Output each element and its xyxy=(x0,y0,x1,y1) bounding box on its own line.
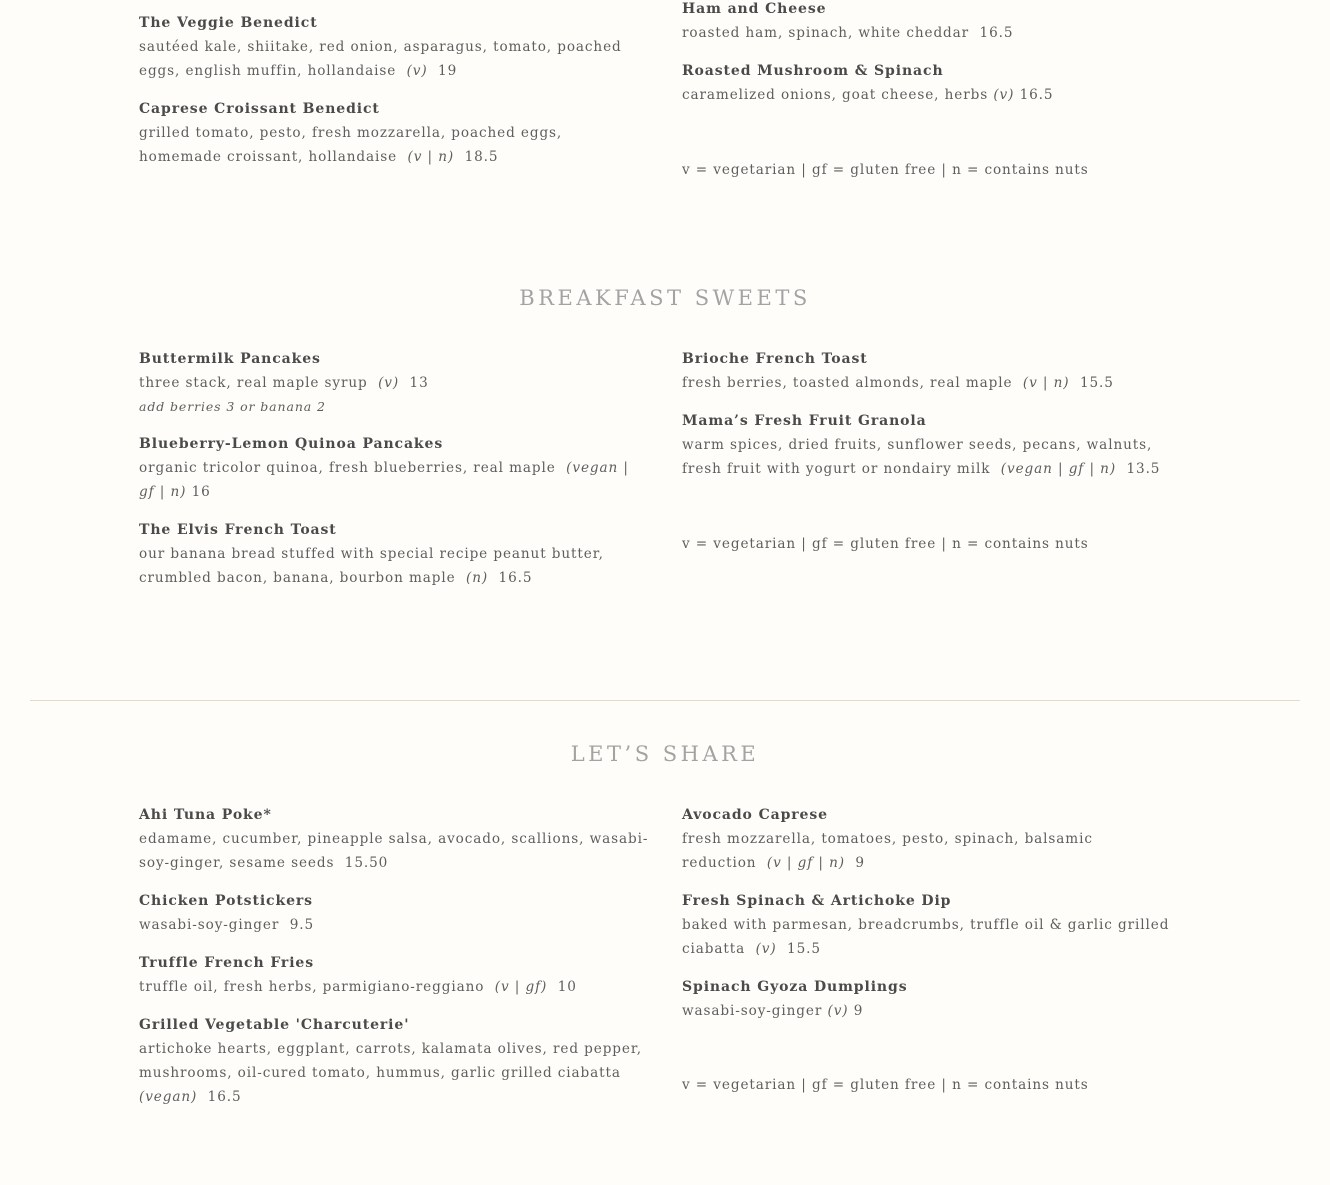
item-description xyxy=(139,975,649,999)
lets-share-left-column xyxy=(139,803,649,1123)
item-description xyxy=(139,456,649,504)
item-price: 16.5 xyxy=(207,1089,242,1105)
item-name: Fresh Spinach & Artichoke Dip xyxy=(682,893,952,909)
item-name: Grilled Vegetable 'Charcuterie' xyxy=(139,1017,410,1033)
item-desc-text: our banana bread stuffed with special recipe peanut butter, crumbled bacon, banana, bourbon maple xyxy=(139,546,604,586)
item-name: Ahi Tuna Poke* xyxy=(139,807,272,823)
item-price: 16 xyxy=(191,484,211,500)
item-desc-text: organic tricolor quinoa, fresh blueberries, real maple xyxy=(139,460,556,476)
section-title-breakfast-sweets: BREAKFAST SWEETS xyxy=(519,286,811,310)
item-dietary-tags: (v | gf) xyxy=(494,979,548,995)
item-dietary-tags: (vegan) xyxy=(139,1089,198,1105)
benedicts-left-column xyxy=(139,11,649,183)
menu-item xyxy=(682,975,1192,1023)
item-description xyxy=(682,827,1192,875)
item-name: Truffle French Fries xyxy=(139,955,315,971)
item-desc-text: wasabi-soy-ginger xyxy=(139,917,280,933)
item-name: Brioche French Toast xyxy=(682,351,868,367)
menu-item xyxy=(139,97,649,169)
item-name: Buttermilk Pancakes xyxy=(139,351,321,367)
item-name: Chicken Potstickers xyxy=(139,893,313,909)
item-name: Avocado Caprese xyxy=(682,807,828,823)
menu-item xyxy=(139,11,649,83)
item-description xyxy=(139,35,649,83)
item-description xyxy=(682,433,1192,481)
dietary-legend: v = vegetarian | gf = gluten free | n = contains nuts xyxy=(682,536,1089,552)
section-title-lets-share: LET’S SHARE xyxy=(570,742,760,766)
item-price: 15.5 xyxy=(1079,375,1114,391)
item-desc-text: artichoke hearts, eggplant, carrots, kalamata olives, red pepper, mushrooms, oil-cured tomato, hummus, garlic grilled ciabatta xyxy=(139,1041,642,1081)
item-price: 19 xyxy=(438,63,458,79)
breakfast-sweets-right-column xyxy=(682,347,1192,495)
item-dietary-tags: (vegan | gf | n) xyxy=(1000,461,1117,477)
item-add-ons: add berries 3 or banana 2 xyxy=(139,399,326,414)
item-dietary-tags: (vegan | gf | n) xyxy=(139,460,629,500)
item-description xyxy=(139,121,649,169)
item-price: 9.5 xyxy=(289,917,315,933)
item-name: Mama’s Fresh Fruit Granola xyxy=(682,413,927,429)
menu-item xyxy=(682,0,1192,45)
item-desc-text: fresh berries, toasted almonds, real maple xyxy=(682,375,1013,391)
item-dietary-tags: (v) xyxy=(993,87,1015,103)
dietary-legend: v = vegetarian | gf = gluten free | n = contains nuts xyxy=(682,1077,1089,1093)
menu-item xyxy=(682,59,1192,107)
item-desc-text: warm spices, dried fruits, sunflower seeds, pecans, walnuts, fresh fruit with yogurt or nondairy milk xyxy=(682,437,1153,477)
item-description xyxy=(682,83,1192,107)
item-dietary-tags: (v) xyxy=(378,375,400,391)
item-desc-text: edamame, cucumber, pineapple salsa, avocado, scallions, wasabi-soy-ginger, sesame seeds xyxy=(139,831,649,871)
item-name: Caprese Croissant Benedict xyxy=(139,101,380,117)
item-price: 16.5 xyxy=(979,25,1014,41)
menu-item xyxy=(139,951,649,999)
item-description xyxy=(682,913,1192,961)
item-price: 18.5 xyxy=(464,149,499,165)
menu-item xyxy=(682,347,1192,395)
item-desc-text: caramelized onions, goat cheese, herbs xyxy=(682,87,989,103)
item-dietary-tags: (n) xyxy=(466,570,489,586)
breakfast-sweets-left-column xyxy=(139,347,649,604)
section-divider xyxy=(30,700,1300,701)
item-description xyxy=(139,1037,649,1109)
item-description xyxy=(682,999,1192,1023)
item-description xyxy=(139,827,649,875)
item-desc-text: grilled tomato, pesto, fresh mozzarella, poached eggs, homemade croissant, hollandaise xyxy=(139,125,563,165)
item-desc-text: truffle oil, fresh herbs, parmigiano-reggiano xyxy=(139,979,485,995)
item-dietary-tags: (v) xyxy=(755,941,777,957)
lets-share-right-column xyxy=(682,803,1192,1037)
item-name: Roasted Mushroom & Spinach xyxy=(682,63,944,79)
menu-item xyxy=(139,347,649,418)
item-description xyxy=(682,21,1192,45)
item-name: Ham and Cheese xyxy=(682,1,827,17)
item-price: 15.5 xyxy=(787,941,821,957)
item-description xyxy=(139,913,649,937)
item-description xyxy=(682,371,1192,395)
item-desc-text: baked with parmesan, breadcrumbs, truffle oil & garlic grilled ciabatta xyxy=(682,917,1170,957)
menu-item xyxy=(139,889,649,937)
item-desc-text: three stack, real maple syrup xyxy=(139,375,368,391)
item-name: The Veggie Benedict xyxy=(139,15,318,31)
item-desc-text: wasabi-soy-ginger xyxy=(682,1003,823,1019)
menu-item xyxy=(139,803,649,875)
menu-item xyxy=(682,803,1192,875)
item-dietary-tags: (v | n) xyxy=(407,149,455,165)
dietary-legend: v = vegetarian | gf = gluten free | n = contains nuts xyxy=(682,162,1089,178)
item-name: Blueberry-Lemon Quinoa Pancakes xyxy=(139,436,444,452)
benedicts-right-column xyxy=(682,0,1192,121)
item-desc-text: roasted ham, spinach, white cheddar xyxy=(682,25,970,41)
item-desc-text: sautéed kale, shiitake, red onion, asparagus, tomato, poached eggs, english muffin, hollandaise xyxy=(139,39,622,79)
item-dietary-tags: (v | gf | n) xyxy=(766,855,845,871)
item-price: 13 xyxy=(409,375,429,391)
item-price: 15.50 xyxy=(344,855,389,871)
menu-item xyxy=(682,409,1192,481)
item-desc-text: fresh mozzarella, tomatoes, pesto, spinach, balsamic reduction xyxy=(682,831,1093,871)
item-price: 13.5 xyxy=(1126,461,1161,477)
item-description xyxy=(139,371,649,395)
menu-item xyxy=(139,432,649,504)
item-price: 16.5 xyxy=(1019,87,1054,103)
item-price: 9 xyxy=(853,1003,864,1019)
item-dietary-tags: (v) xyxy=(827,1003,849,1019)
item-price: 10 xyxy=(557,979,577,995)
menu-item xyxy=(139,518,649,590)
item-price: 9 xyxy=(855,855,865,871)
menu-item xyxy=(682,889,1192,961)
menu-item xyxy=(139,1013,649,1109)
item-price: 16.5 xyxy=(498,570,533,586)
item-dietary-tags: (v) xyxy=(406,63,428,79)
item-name: Spinach Gyoza Dumplings xyxy=(682,979,908,995)
item-description xyxy=(139,542,649,590)
item-name: The Elvis French Toast xyxy=(139,522,337,538)
item-dietary-tags: (v | n) xyxy=(1022,375,1070,391)
